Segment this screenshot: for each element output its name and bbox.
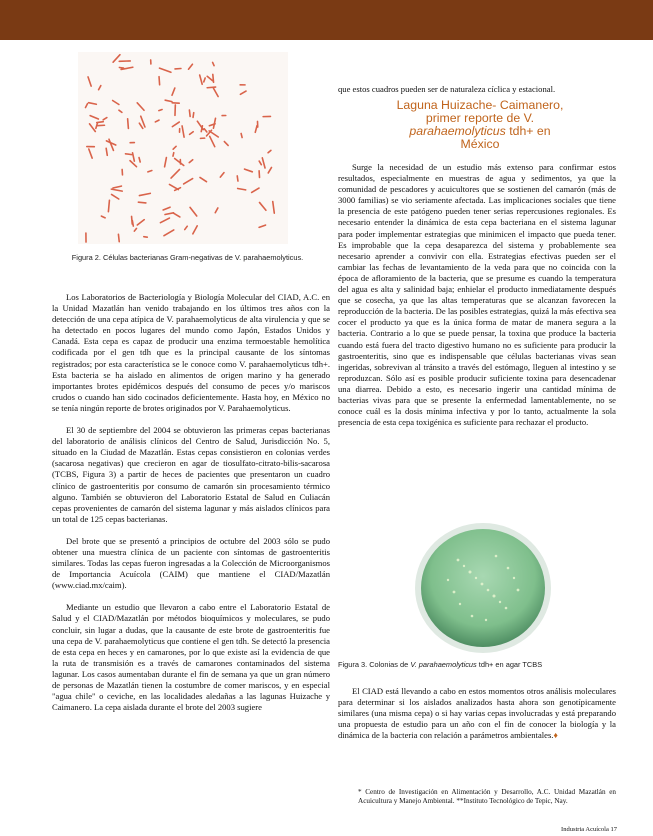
bacterial-cell [147,170,153,173]
bacterial-cell [129,160,138,168]
paragraph: Los Laboratorios de Bacteriología y Biología Molecular del CIAD, A.C. en la Unidad Mazatlán han venido trabajando en los últimos tres años con la detección de una cepa atípica de V. parahaemolyticus de alta virulencia y que se ha detectado en pocos lugares del mundo como Japón, Estados Unidos y Canadá. Esta cepa es capaz de producir una enzima termoestable hemolítica codificada por el gen tdh que es la principal causante de los síntomas registrados; por esta característica se le conoce como V. parahaemolyticus tdh+. Esta bacteria se ha aislado en alimentos de origen marino y ha generado importantes brotes epidémicos después del consumo de peces y/o mariscos crudos o cuando han sido cocinados deficientemente. Hasta hoy, en México no se tenía ningún reporte de brotes originados por V. Parahaemolyticus. [52,292,330,413]
footnote: * Centro de Investigación en Alimentación y Desarrollo, A.C. Unidad Mazatlán en Acuicultura y Manejo Ambiental. **Instituto Tecnológico de Tepic, Nay. [358,788,616,806]
paragraph-text: El CIAD está llevando a cabo en estos momentos otros análisis moleculares para determinar si los aislados analizados hasta ahora son genotípicamente similares (una misma cepa) o si hay varias cepas involucradas y está preparando una propuesta de estudio para un año con el fin de conocer la biología y la dinámica de la bacteria con relación a parámetros ambientales. [338,686,616,741]
bacterial-cell [199,176,208,183]
bacterial-cell [86,146,95,148]
bacterial-cell [112,185,122,189]
bacterial-cell [102,116,108,120]
title-line-4: México [460,137,500,151]
bacterial-cell [239,84,245,86]
title-line-1: Laguna Huizache- Caimanero, [396,98,564,112]
agar-medium [421,529,545,647]
paragraph: Del brote que se presentó a principios de octubre del 2003 sólo se pudo obtener una muestra clínica de un paciente con síntomas de gastroenteritis similares. Todas las cepas fueron ingresadas a la Colección de Microorganismos de Importancia Acuícola (CAIM) que mantiene el CIAD/Mazatlán (www.ciad.mx/caim). [52,535,330,591]
bacterial-cell [110,193,119,200]
bacterial-cell [164,157,168,168]
bacterial-cell [181,125,185,138]
bacterial-cell [172,212,181,218]
bacterial-cell [89,115,99,121]
bacterial-cell [110,188,123,192]
bacterial-cell [212,87,219,97]
bacterial-cell [272,201,275,214]
bacterial-cell [184,225,189,231]
bacterial-cell [112,99,120,105]
figure-3-caption [338,660,618,669]
bacterial-cell [212,61,216,66]
paragraph [338,686,616,741]
bacterial-cell [243,168,253,173]
left-column [52,292,330,724]
bacterial-cell [118,109,123,113]
bacterial-cell [189,109,192,117]
bacterial-cell [171,102,180,104]
paragraph: Surge la necesidad de un estudio más extenso para confirmar estos resultados, especialmente en muestras de agua y sedimentos, ya que la comunidad de pescadores y acuicultores que se sostienen del camarón (más de 3000 familias) se vio seriamente afectada. Las implicaciones sociales que tiene la presencia de este patógeno pueden tener serias repercusiones regionales. Es necesario entender la dinámica de esta cepa bacteriana en el sistema lagunar para poder implementar estrategias que minimicen el impacto que pueda tener. Es improbable que la cepa desaparezca del sistema y probablemente sea necesario aprender a convivir con ella. Estrategias efectivas pueden ser el cambiar las fechas de levantamiento de la veda para que no coincida con la época de afloramiento de la bacteria, que se presume es cuando la temperatura del agua es alta y salinidad baja; enhielar el producto inmediatamente después que se cosecha, ya que las altas temperaturas que se alcanzan favorecen la reproducción de la bacteria. De las posibles estrategias, quizá la más efectiva sea cocer el producto ya que es la única forma de matar de manera segura a la bacteria. Contrario a lo que se puede pensar, la toxina que produce la bacteria cuando está fuera del tracto digestivo humano no es suficiente para producir la gastroenteritis, sino que es indispensable que células bacterianas vivas sean ingeridas, sobrevivan al tránsito a través del estómago, lleguen al intestino y se reproduzcan. Sólo así es posible producir suficiente toxina para desencadenar una diarrea. Debido a esto, es necesario ingerir una cantidad mínima de bacterias vivas para que se presente la enfermedad lamentablemente, no se conoce cuál es la dosis mínima infectiva y por lo tanto, actualmente la sola presencia de esta cepa toxigénica es suficiente para rechazar el producto. [338,162,616,428]
bacterial-cell [158,109,163,112]
bacterial-cell [127,118,129,129]
bacterial-cell [192,225,199,235]
bacterial-cell [188,131,194,136]
bacterial-cell [121,169,123,176]
bacterial-cell [88,102,98,105]
bacterial-cell [108,199,111,212]
bacterial-cell [258,160,262,166]
title-line-3-rest: tdh+ en [505,124,551,138]
bacterial-cell [159,217,170,224]
bacterial-cell [240,133,243,139]
figure-2-caption: Figura 2. Células bacterianas Gram-negativas de V. parahaemolyticus. [71,253,304,262]
bacterial-cell [150,59,152,65]
bacterial-cell [171,87,176,96]
bacterial-cell [158,76,160,86]
bacterial-cell [267,149,272,154]
bacterial-cell [154,119,160,123]
bacterial-cell [125,153,133,156]
bacterial-cell [96,121,104,124]
title-species: parahaemolyticus [409,124,506,138]
bacterial-cell [133,227,137,232]
bacterial-cell [88,123,96,133]
bacterial-cell [168,183,179,190]
bacterial-cell [174,157,185,166]
bacterial-cell [258,170,260,178]
bacterial-cell [262,116,271,118]
agar-plate-photo [368,520,598,655]
bacterial-cell [236,175,239,182]
bacterial-cell [87,76,92,87]
caption-suffix: tdh+ en agar TCBS [476,660,543,669]
bacterial-cell [267,166,272,174]
bacterial-cell [189,206,198,217]
bacterial-cell [97,84,101,90]
bacterial-cell [179,128,181,133]
bacterial-cell [162,206,171,211]
bacterial-cell [84,102,88,108]
bacterial-cell [188,159,194,164]
bacterial-cell [100,215,106,219]
bacterial-cell [136,102,145,112]
bacterial-cell [136,219,145,227]
bacterial-cell [164,212,174,216]
bacterial-cell [187,63,193,70]
bacterial-cell [174,104,176,116]
bacterial-cell [200,137,206,139]
bacterial-cell [261,157,266,169]
bacterial-cell [143,236,148,238]
bacterial-cell [172,145,177,150]
caption-prefix: Figura 3. Colonias de [338,660,411,669]
page-number: Industria Acuícola 17 [561,826,617,833]
bacterial-cell [138,157,141,163]
bacterial-cell [183,177,194,185]
bacterial-cell [223,140,229,146]
lead-line: que estos cuadros pueden ser de naturaleza cíclica y estacional. [338,84,556,94]
bacterial-cell [214,207,219,214]
paragraph: Mediante un estudio que llevaron a cabo entre el Laboratorio Estatal de Salud y el CIAD/Mazatlán por métodos bioquímicos y moleculares, se pudo concluir, sin lugar a dudas, que la causante de este brote de gastroenteritis fue una cepa de V. parahaemolyticus que contiene el gen tdh. Se detectó la presencia de esta cepa en heces y en camarones, por lo que existe así la evidencia de que la ruta de transmisión es a través de camarones contaminados del sistema lagunar. Los casos aumentaban durante el fin de semana ya que un gran número de personas de Mazatlán tienen la costumbre de comer mariscos, y en especial "agua chile" o ceviche, en las localidades aledañas a las lagunas Huizache y Caimanero. La cepa aislada durante el brote del 2003 sugiere [52,602,330,713]
bacterial-cell [209,135,216,148]
bacterial-cell [221,115,226,117]
bacterial-cell [172,152,175,157]
bacterial-cell [237,188,247,191]
bacterial-cell [171,121,180,128]
bacterial-cell [132,152,136,162]
bacterial-cell [105,147,108,156]
bacterial-cell [203,77,206,83]
bacterial-cell [239,90,247,95]
bacterial-cell [212,74,214,84]
paragraph: El 30 de septiembre del 2004 se obtuvieron las primeras cepas bacterianas del laboratorio de análisis clínicos del Centro de Salud, Jurisdicción No. 5, situado en la Ciudad de Mazatlán. Estas cepas consistieron en colonias verdes (sacarosa negativas) que crecieron en agar de tiosulfato-citrato-bilis-sacarosa (TCBS, Figura 3) a partir de heces de pacientes que presentaron un cuadro clínico de gastroenteritis por consumo de camarón sin procesamiento térmico alguno. También se obtuvieron del Laboratorio Estatal de Salud en Culiacán cepas provenientes de camarón del sistema lagunar y más aislados clínicos para un total de 125 cepas bacterianas. [52,425,330,524]
bacterial-cell [129,142,135,144]
bacterial-cell [138,201,147,204]
caption-species: V. parahaemolyticus [410,660,477,669]
header-bar [0,0,653,40]
bacterial-cell [258,224,266,228]
bacterial-cell [203,128,208,133]
bacterial-cell [254,125,258,134]
article-title [360,99,600,151]
right-column-bottom [338,686,616,752]
bacterial-cell [192,112,194,119]
bacterial-cell [163,229,175,237]
bacterial-cell [174,68,182,70]
bacterial-cell [118,233,121,242]
bacterial-cell [199,74,203,85]
bacterial-cell [251,187,261,194]
bacterial-cell [138,192,151,196]
bacterial-cell [85,232,87,243]
bacterial-cell [164,99,173,102]
bacterial-cell [88,148,93,159]
title-line-2: primer reporte de V. [425,111,535,125]
bacterial-cell [118,60,131,62]
bacterial-cell [158,67,171,73]
bacterial-cell [219,171,225,178]
right-column [338,162,616,439]
bacterial-cell [206,86,216,88]
end-mark: ♦ [553,730,558,741]
bacteria-micrograph [78,52,288,244]
bacterial-cell [258,201,267,211]
bacterial-cell [170,168,181,179]
